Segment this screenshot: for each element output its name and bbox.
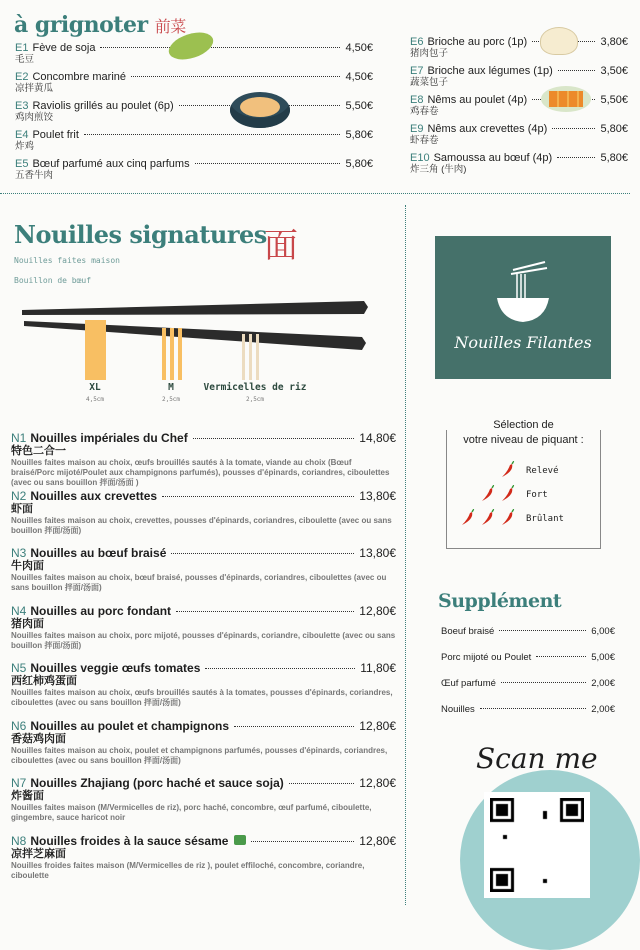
item-name-zh: 炸鸡 (15, 141, 35, 152)
item-description: Nouilles faites maison au choix, poulet et champignons parfumés, pousses d'épinards, coriandres, ciboulettes (avec ou sans bouillon 拌面/汤面) (11, 745, 388, 765)
item-name-zh: 香菇鸡肉面 (11, 732, 66, 745)
spring-rolls-image (541, 86, 591, 112)
item-price: 12,80€ (359, 603, 396, 618)
item-name: Nouilles froides à la sauce sésame (30, 833, 229, 848)
noodle-character: 面 (264, 226, 298, 266)
item-name: Nouilles veggie œufs tomates (30, 661, 201, 675)
chopstick-bottom (24, 321, 366, 350)
dot-leader (251, 841, 354, 842)
noodle-vermicelli (242, 334, 245, 380)
scan-me-label: Scan me (476, 742, 598, 775)
item-code: E1 (15, 42, 29, 54)
item-price: 14,80€ (359, 431, 396, 445)
item-price: 3,80€ (600, 36, 628, 48)
item-name-zh: 毛豆 (15, 54, 35, 65)
chili-pepper-icon (500, 485, 516, 503)
item-name-zh: 特色二合一 (11, 445, 66, 457)
item-name: Nouilles impériales du Chef (30, 431, 188, 445)
dot-leader (84, 134, 341, 135)
item-code: N3 (11, 546, 27, 560)
appetizer-item (410, 152, 628, 181)
item-name-zh: 西红柿鸡蛋面 (11, 675, 77, 687)
appetizer-item (410, 123, 628, 152)
supplement-price: 2,00€ (591, 678, 615, 689)
vegetarian-badge-icon (234, 835, 246, 845)
subtitle-broth: Bouillon de bœuf (14, 276, 92, 285)
dot-leader (193, 438, 355, 439)
supplement-name: Œuf parfumé (441, 678, 496, 689)
item-price: 12,80€ (359, 776, 396, 790)
chopstick-top (22, 301, 368, 315)
dot-leader (557, 157, 595, 158)
item-name: Samoussa au bœuf (4p) (433, 152, 553, 164)
appetizer-item (410, 36, 628, 65)
item-price: 5,80€ (600, 123, 628, 135)
appetizer-item (15, 100, 373, 129)
appetizer-item (15, 129, 373, 158)
chili-pepper-icon (480, 509, 496, 527)
noodle-m (162, 328, 166, 380)
spice-level-chilies (460, 509, 516, 527)
size-label: M (168, 382, 174, 393)
item-code: E2 (15, 71, 29, 83)
item-name: Nêms aux crevettes (4p) (427, 123, 548, 135)
item-name-zh: 虾面 (11, 502, 33, 515)
item-description: Nouilles faites maison au choix, porc mijoté, pousses d'épinards, coriandre, ciboulette (avec ou sans bouillon 拌面/汤面) (11, 630, 396, 650)
dot-leader (558, 70, 596, 71)
dot-leader (176, 611, 354, 612)
item-name-zh: 五香牛肉 (15, 170, 54, 181)
item-code: E4 (15, 129, 29, 141)
dot-leader (205, 668, 355, 669)
supplement-item (441, 678, 615, 704)
item-code: E5 (15, 158, 29, 170)
spice-level-chilies (500, 461, 516, 479)
size-label: XL (89, 382, 101, 393)
section-title-supplement: Supplément (438, 590, 562, 612)
dot-leader (480, 708, 586, 709)
bun-image (540, 27, 578, 55)
noodle-item (11, 661, 396, 708)
supplement-item (441, 626, 615, 652)
spice-level-chilies (480, 485, 516, 503)
dot-leader (552, 128, 595, 129)
noodle-item (11, 776, 396, 823)
noodle-item (11, 431, 396, 488)
item-name: Bœuf parfumé aux cinq parfums (32, 158, 190, 170)
item-name-zh: 凉拌芝麻面 (11, 847, 66, 860)
title-text: à grignoter (14, 12, 148, 38)
dot-leader (171, 553, 354, 554)
dot-leader (162, 496, 354, 497)
item-name-zh: 炸酱面 (11, 790, 44, 802)
item-name: Concombre mariné (32, 71, 127, 83)
noodle-item (11, 719, 396, 766)
dot-leader (536, 656, 586, 657)
dot-leader (289, 783, 355, 784)
noodle-item (11, 546, 396, 593)
item-price: 5,80€ (600, 152, 628, 164)
item-description: Nouilles faites maison au choix, bœuf braisé, pousses d'épinards, coriandres, ciboulettes (avec ou sans bouillon 拌面/汤面) (11, 573, 387, 592)
item-price: 4,50€ (345, 71, 373, 83)
section-title-signatures: Nouilles signatures (14, 220, 267, 249)
spice-level-label: Fort (526, 490, 548, 500)
dot-leader (100, 47, 340, 48)
item-price: 12,80€ (359, 833, 396, 848)
qr-code[interactable] (484, 792, 590, 898)
dot-leader (499, 630, 586, 631)
spice-level-label: Relevé (526, 466, 559, 476)
restaurant-logo (435, 236, 611, 379)
chili-pepper-icon (460, 509, 476, 527)
item-name: Fève de soja (32, 42, 96, 54)
item-price: 13,80€ (359, 546, 396, 560)
item-code: N4 (11, 603, 27, 618)
item-price: 3,50€ (600, 65, 628, 77)
item-price: 5,80€ (345, 158, 373, 170)
item-name-zh: 炸三角 (牛肉) (410, 164, 467, 175)
noodle-xl (85, 320, 106, 380)
item-price: 13,80€ (359, 488, 396, 503)
item-description: Nouilles faites maison au choix, œufs brouillés sautés à la tomate, viande au choix (Bœuf braisé/Porc mijoté/Poulet aux champignons parfumés), pousses d'épinards, coriandres, ciboulettes (avec ou sans bouillon 拌面/汤面 ) (11, 458, 390, 487)
dumplings-image (230, 92, 290, 128)
dot-leader (195, 163, 341, 164)
item-description: Nouilles faites maison au choix, œufs brouillés sautés à la tomates, pousses d'épinards, coriandres, ciboulettes (avec ou sans bouillon 拌面/汤面) (11, 688, 393, 707)
item-code: E10 (410, 152, 430, 164)
item-name: Raviolis grillés au poulet (6p) (32, 100, 174, 112)
size-label: Vermicelles de riz (203, 382, 307, 393)
size-width: 4,5cm (85, 396, 105, 403)
item-price: 4,50€ (345, 42, 373, 54)
vertical-divider (405, 205, 406, 905)
item-name: Nouilles au poulet et champignons (30, 718, 230, 733)
appetizer-item (15, 158, 373, 187)
item-price: 5,50€ (600, 94, 628, 106)
item-name: Nêms au poulet (4p) (427, 94, 528, 106)
title-zh: 前菜 (154, 17, 186, 36)
supplement-name: Porc mijoté ou Poulet (441, 652, 532, 663)
appetizer-item (410, 94, 628, 123)
item-code: E7 (410, 65, 424, 77)
item-name-zh: 凉拌黄瓜 (15, 83, 54, 94)
item-code: N6 (11, 718, 27, 733)
spice-title (455, 418, 592, 448)
supplement-item (441, 652, 615, 678)
chili-pepper-icon (480, 485, 496, 503)
item-name: Brioche aux légumes (1p) (427, 65, 553, 77)
supplement-price: 5,00€ (591, 652, 615, 663)
item-name-zh: 猪肉面 (11, 617, 44, 630)
item-name-zh: 虾春卷 (410, 135, 439, 146)
item-name-zh: 蔬菜包子 (410, 77, 449, 88)
supplement-item (441, 704, 615, 730)
size-width: 2,5cm (245, 396, 265, 403)
item-price: 5,80€ (345, 129, 373, 141)
item-description: Nouilles froides faites maison (M/Vermicelles de riz ), poulet effiloché, concombre, coriandre, ciboulette (11, 860, 365, 880)
item-price: 12,80€ (359, 718, 396, 733)
noodle-item (11, 834, 396, 881)
item-code: N8 (11, 833, 27, 848)
supplement-name: Nouilles (441, 704, 475, 715)
dot-leader (501, 682, 586, 683)
item-description: Nouilles faites maison (M/Vermicelles de riz), porc haché, concombre, œuf parfumé, ciboulette, gingembre, sauce haricot noir (11, 803, 372, 822)
item-code: N2 (11, 488, 27, 503)
item-code: N5 (11, 661, 27, 675)
item-name-zh: 鸡春卷 (410, 106, 439, 117)
item-code: E8 (410, 94, 424, 106)
size-label-group (195, 382, 315, 403)
item-name-zh: 猪肉包子 (410, 48, 449, 59)
spice-title-line2: votre niveau de piquant : (463, 434, 584, 446)
dot-leader (234, 726, 354, 727)
horizontal-divider (0, 193, 630, 194)
subtitle-homemade: Nouilles faites maison (14, 256, 120, 265)
item-code: N1 (11, 431, 27, 445)
noodle-bowl-icon (483, 260, 563, 330)
item-description: Nouilles faites maison au choix, crevettes, pousses d'épinards, coriandres, ciboulette (avec ou sans bouillon 拌面/汤面) (11, 515, 392, 535)
supplement-name: Boeuf braisé (441, 626, 495, 637)
spice-level-label: Brûlant (526, 514, 564, 524)
supplement-price: 6,00€ (591, 626, 615, 637)
item-code: E9 (410, 123, 424, 135)
noodle-item (11, 489, 396, 536)
spice-title-line1: Sélection de (493, 419, 554, 431)
section-title-grignoter (14, 12, 186, 38)
item-name-zh: 牛肉面 (11, 560, 44, 572)
size-width: 2,5cm (161, 396, 181, 403)
item-name: Nouilles aux crevettes (30, 488, 158, 503)
item-code: N7 (11, 776, 27, 790)
item-code: E3 (15, 100, 29, 112)
item-price: 5,50€ (345, 100, 373, 112)
item-name-zh: 鸡肉煎饺 (15, 112, 54, 123)
item-price: 11,80€ (360, 661, 396, 675)
noodle-item (11, 604, 396, 651)
dot-leader (131, 76, 340, 77)
appetizer-item (410, 65, 628, 94)
item-name: Brioche au porc (1p) (427, 36, 528, 48)
chili-pepper-icon (500, 461, 516, 479)
item-name: Nouilles au porc fondant (30, 603, 172, 618)
appetizer-item (15, 71, 373, 100)
item-name: Poulet frit (32, 129, 79, 141)
item-code: E6 (410, 36, 424, 48)
supplement-price: 2,00€ (591, 704, 615, 715)
logo-text: Nouilles Filantes (454, 333, 592, 352)
item-name: Nouilles Zhajiang (porc haché et sauce soja) (30, 776, 284, 790)
item-name: Nouilles au bœuf braisé (30, 546, 167, 560)
chili-pepper-icon (500, 509, 516, 527)
